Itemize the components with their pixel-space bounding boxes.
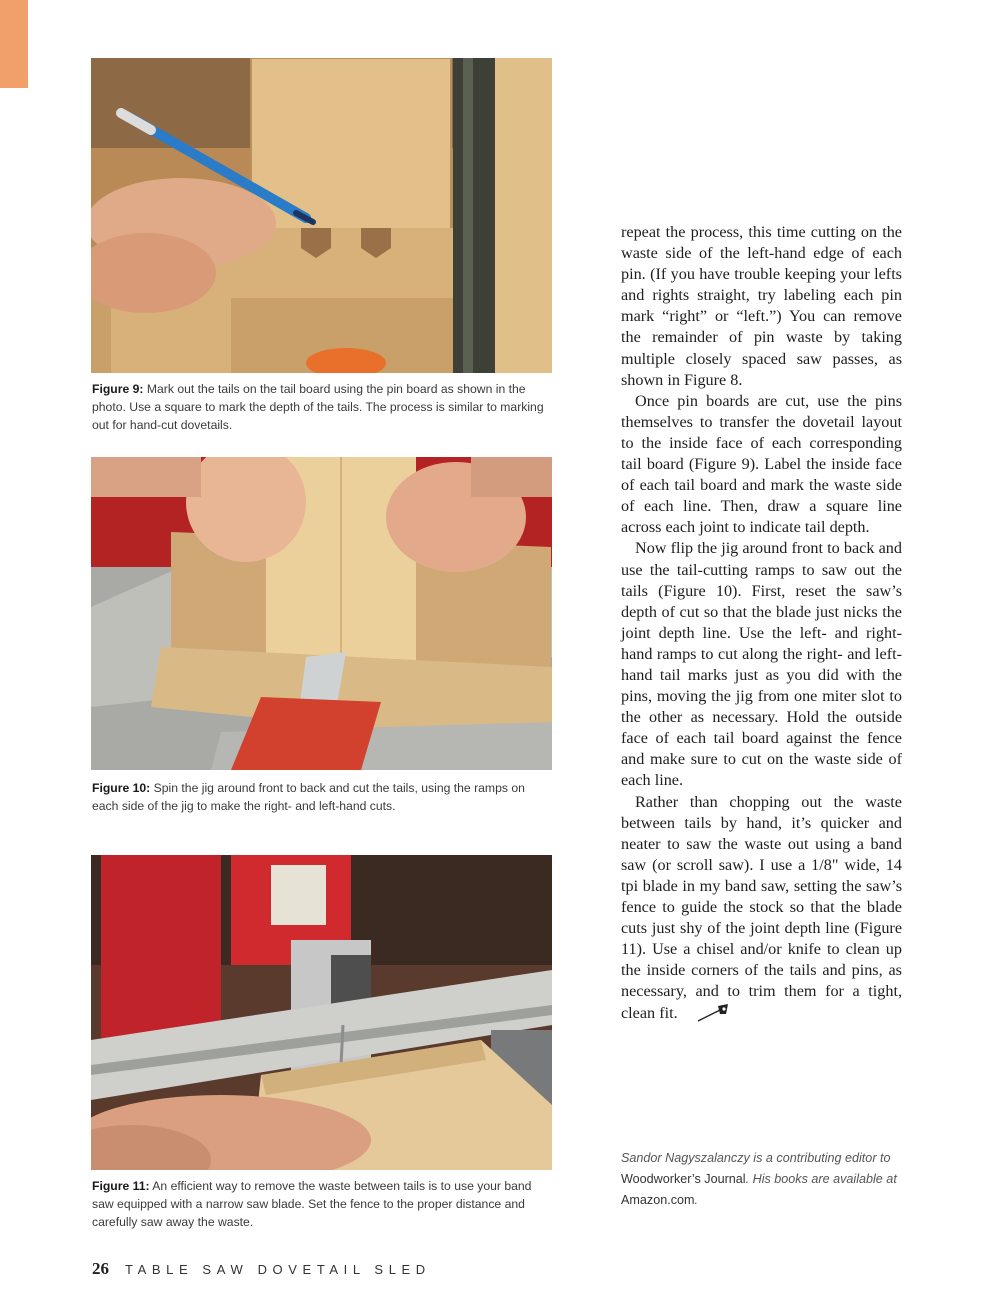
- page-footer: [92, 1259, 431, 1279]
- body-paragraph: Once pin boards are cut, use the pins themselves to transfer the dovetail layout to the inside face of each corresponding tail board (Figure 9). Label the inside face of each tail board and mark the waste side of each line. Then, draw a square line across each joint to indicate tail depth.: [621, 391, 902, 537]
- figure-9-caption: [92, 380, 554, 434]
- figure-11-caption: [92, 1177, 554, 1231]
- figure-9-text: Mark out the tails on the tail board using the pin board as shown in the photo. Use a square to mark the depth of the tails. The process is similar to marking out for hand-cut dovetails.: [92, 382, 544, 432]
- body-paragraph: [621, 792, 902, 1025]
- figure-9-label: Figure 9:: [92, 382, 144, 396]
- figure-10-text: Spin the jig around front to back and cut the tails, using the ramps on each side of the jig to make the right- and left-hand cuts.: [92, 781, 525, 813]
- bio-text: .: [694, 1193, 698, 1207]
- article-body: [621, 222, 902, 1025]
- figure-11-photo: [91, 855, 552, 1170]
- figure-10-caption: [92, 779, 554, 815]
- running-title: TABLE SAW DOVETAIL SLED: [125, 1262, 431, 1277]
- pen-nib-icon: [682, 1002, 716, 1022]
- figure-11-label: Figure 11:: [92, 1179, 150, 1193]
- journal-name: Woodworker’s Journal: [621, 1172, 746, 1186]
- section-color-tab: [0, 0, 28, 88]
- bio-text: . His books are available at: [745, 1172, 897, 1186]
- author-bio: [621, 1148, 911, 1211]
- page-number: 26: [92, 1259, 109, 1278]
- body-paragraph-text: Rather than chopping out the waste between tails by hand, it’s quicker and neater to saw the waste out using a band saw (or scroll saw). I use a 1/8" wide, 14 tpi blade in my band saw, setting the saw’s fence to guide the stock so that the blade cuts just shy of the joint depth line (Figure 11). Use a chisel and/or knife to clean up the inside corners of the tails and pins, as necessary, and to trim them for a tight, clean fit.: [621, 792, 902, 1023]
- figure-11-text: An efficient way to remove the waste between tails is to use your band saw equipped with a narrow saw blade. Set the fence to the proper distance and carefully saw away the waste.: [92, 1179, 532, 1229]
- website-name: Amazon.com: [621, 1193, 695, 1207]
- figure-10-photo: [91, 457, 552, 770]
- body-paragraph: repeat the process, this time cutting on the waste side of the left-hand edge of each pin. (If you have trouble keeping your lefts and rights straight, try labeling each pin mark “right” or “left.”) You can remove the remainder of pin waste by taking multiple closely spaced saw passes, as shown in Figure 8.: [621, 223, 902, 389]
- bio-text: Sandor Nagyszalanczy is a contributing editor to: [621, 1151, 891, 1165]
- figure-10-label: Figure 10:: [92, 781, 151, 795]
- figure-9-photo: [91, 58, 552, 373]
- body-paragraph: Now flip the jig around front to back and use the tail-cutting ramps to saw out the tails (Figure 10). First, reset the saw’s depth of cut so that the blade just nicks the joint depth line. Use the left- and right-hand ramps to cut along the right- and left-hand tail marks just as you did with the pins, moving the jig from one miter slot to the other as necessary. Hold the outside face of each tail board against the fence and make sure to cut on the waste side of each line.: [621, 539, 902, 790]
